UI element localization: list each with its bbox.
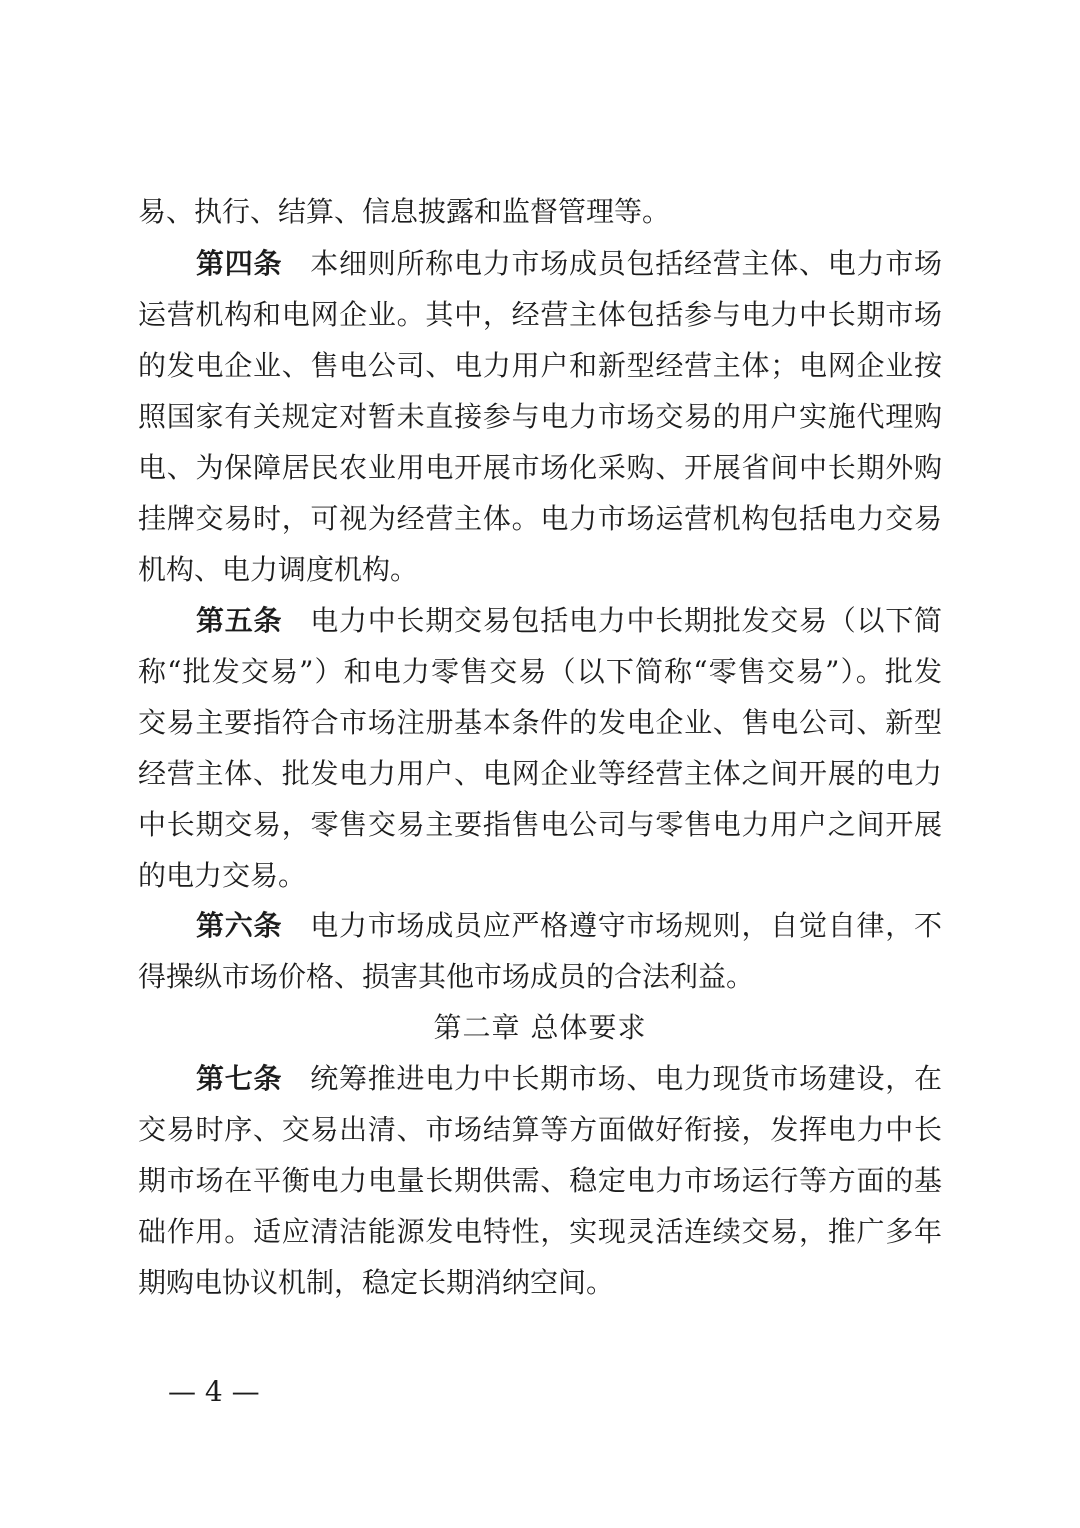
chapter-heading: 第二章 总体要求 xyxy=(433,1011,647,1044)
line-text: 本细则所称电力市场成员包括经营主体、电力市场 xyxy=(310,247,942,280)
article-label: 第五条 xyxy=(196,604,283,637)
paragraph-line xyxy=(196,595,942,647)
article-label: 第七条 xyxy=(196,1062,283,1095)
paragraph-line: 中长期交易，零售交易主要指售电公司与零售电力用户之间开展 xyxy=(138,808,942,841)
paragraph-line: 称“批发交易”）和电力零售交易（以下简称“零售交易”）。批发 xyxy=(138,655,942,688)
paragraph-line: 期市场在平衡电力电量长期供需、稳定电力市场运行等方面的基 xyxy=(138,1164,942,1197)
paragraph-line: 运营机构和电网企业。其中，经营主体包括参与电力中长期市场 xyxy=(138,298,942,331)
article-label: 第六条 xyxy=(196,909,283,942)
paragraph-line: 的发电企业、售电公司、电力用户和新型经营主体；电网企业按 xyxy=(138,349,942,382)
line-text: 电力市场成员应严格遵守市场规则，自觉自律，不 xyxy=(310,909,942,942)
line-text: 电力中长期交易包括电力中长期批发交易（以下简 xyxy=(310,604,942,637)
paragraph-line: 础作用。适应清洁能源发电特性，实现灵活连续交易，推广多年 xyxy=(138,1215,942,1248)
paragraph-line: 得操纵市场价格、损害其他市场成员的合法利益。 xyxy=(138,960,755,993)
paragraph-line: 经营主体、批发电力用户、电网企业等经营主体之间开展的电力 xyxy=(138,757,942,790)
paragraph-line: 机构、电力调度机构。 xyxy=(138,553,419,586)
paragraph-line: 挂牌交易时，可视为经营主体。电力市场运营机构包括电力交易 xyxy=(138,502,942,535)
paragraph-line: 电、为保障居民农业用电开展市场化采购、开展省间中长期外购 xyxy=(138,451,942,484)
paragraph-line: 交易时序、交易出清、市场结算等方面做好衔接，发挥电力中长 xyxy=(138,1113,942,1146)
paragraph-line: 易、执行、结算、信息披露和监督管理等。 xyxy=(138,195,671,228)
paragraph-line: 照国家有关规定对暂未直接参与电力市场交易的用户实施代理购 xyxy=(138,400,942,433)
paragraph-line: 交易主要指符合市场注册基本条件的发电企业、售电公司、新型 xyxy=(138,706,942,739)
article-label: 第四条 xyxy=(196,247,283,280)
paragraph-line xyxy=(196,1053,942,1105)
paragraph-line: 期购电协议机制，稳定长期消纳空间。 xyxy=(138,1266,615,1299)
paragraph-line: 的电力交易。 xyxy=(138,859,307,892)
line-text: 统筹推进电力中长期市场、电力现货市场建设，在 xyxy=(310,1062,942,1095)
page-number: — 4 — xyxy=(168,1375,260,1408)
paragraph-line xyxy=(196,238,942,290)
paragraph-line xyxy=(196,900,942,952)
